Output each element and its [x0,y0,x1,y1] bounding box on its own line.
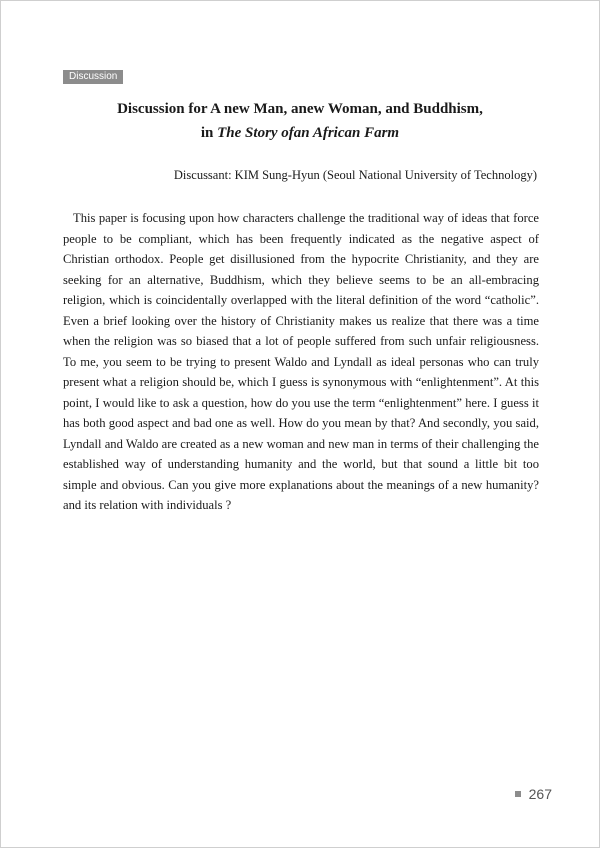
page-number: 267 [528,786,552,802]
page-title-line-2 [0,123,600,143]
page-title-line-1: Discussion for A new Man, anew Woman, and Buddhism, [117,101,483,117]
footer-square-icon [515,791,521,797]
section-tag: Discussion [63,70,123,84]
discussant-line: Discussant: KIM Sung-Hyun (Seoul National University of Technology) [173,168,537,182]
page-footer [515,786,552,802]
title-work-name: The Story ofan African Farm [217,125,400,141]
body-paragraph: This paper is focusing upon how characters challenge the traditional way of ideas that force people to be compliant, which has been frequently indicated as the negative aspect of Christian orthodox. People get disillusioned from the hypocrite Christianity, and they are seeking for an alternative, Buddhism, which they believe seems to be an all-embracing religion, which is coincidentally overlapped with the literal definition of the word “catholic”. Even a brief looking over the history of Christianity makes us realize that there was a time when the religion was so biased that a lot of people suffered from such unfair religiousness. To me, you seem to be trying to present Waldo and Lyndall as ideal personas who can truly present what a religion should be, which I guess is synonymous with “enlightenment”. At this point, I would like to ask a question, how do you use the term “enlightenment” here. I guess it has both good aspect and bad one as well. How do you mean by that? And secondly, you said, Lyndall and Waldo are created as a new woman and new man in terms of their challenging the established way of understanding humanity and the world, but that sound a little bit too simple and obvious. Can you give more explanations about the meanings of a new humanity? and its relation with individuals ? [63,211,539,512]
title-prefix: in [200,125,218,141]
